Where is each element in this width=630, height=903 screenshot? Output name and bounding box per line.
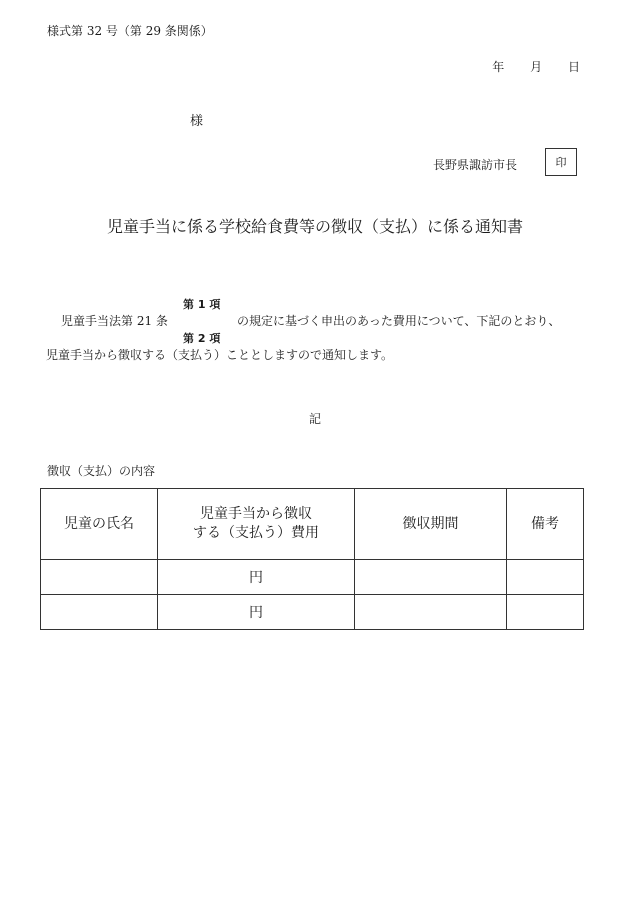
body-line1-end: の規定に基づく申出のあった費用について、下記のとおり、: [237, 314, 561, 328]
clause-1-option: 第 1 項: [183, 298, 221, 311]
fee-cell[interactable]: 円: [158, 595, 355, 630]
seal-label: 印: [555, 156, 567, 169]
ki-heading: 記: [308, 412, 321, 426]
period-cell[interactable]: [355, 595, 507, 630]
body-line2: 児童手当から徴収する（支払う）こととしますので通知します。: [46, 348, 394, 362]
date-year-label: 年: [492, 60, 505, 74]
date-month-label: 月: [530, 60, 543, 74]
clause-2-option: 第 2 項: [183, 332, 221, 345]
collection-table: [40, 488, 584, 630]
document-title: 児童手当に係る学校給食費等の徴収（支払）に係る通知書: [106, 217, 523, 236]
date-day-label: 日: [567, 60, 580, 74]
header-remarks: 備考: [507, 489, 584, 560]
header-child-name: 児童の氏名: [41, 489, 158, 560]
date-line: [470, 58, 580, 75]
issuer-name: 長野県諏訪市長: [433, 158, 518, 172]
header-period: 徴収期間: [355, 489, 507, 560]
remarks-cell[interactable]: [507, 560, 584, 595]
addressee-suffix: 様: [190, 114, 204, 129]
header-fee-line1: 児童手当から徴収: [200, 506, 312, 522]
fee-cell[interactable]: 円: [158, 560, 355, 595]
section-title: 徴収（支払）の内容: [47, 464, 156, 478]
header-fee-line2: する（支払う）費用: [193, 525, 319, 541]
body-line1-start: 児童手当法第 21 条: [61, 314, 168, 328]
table-row: [41, 560, 584, 595]
period-cell[interactable]: [355, 560, 507, 595]
child-name-cell[interactable]: [41, 595, 158, 630]
table-row: [41, 595, 584, 630]
form-number: 様式第 32 号（第 29 条関係）: [47, 24, 213, 38]
seal-box: [545, 148, 577, 176]
table-header-row: [41, 489, 584, 560]
header-fee: [158, 489, 355, 560]
remarks-cell[interactable]: [507, 595, 584, 630]
child-name-cell[interactable]: [41, 560, 158, 595]
